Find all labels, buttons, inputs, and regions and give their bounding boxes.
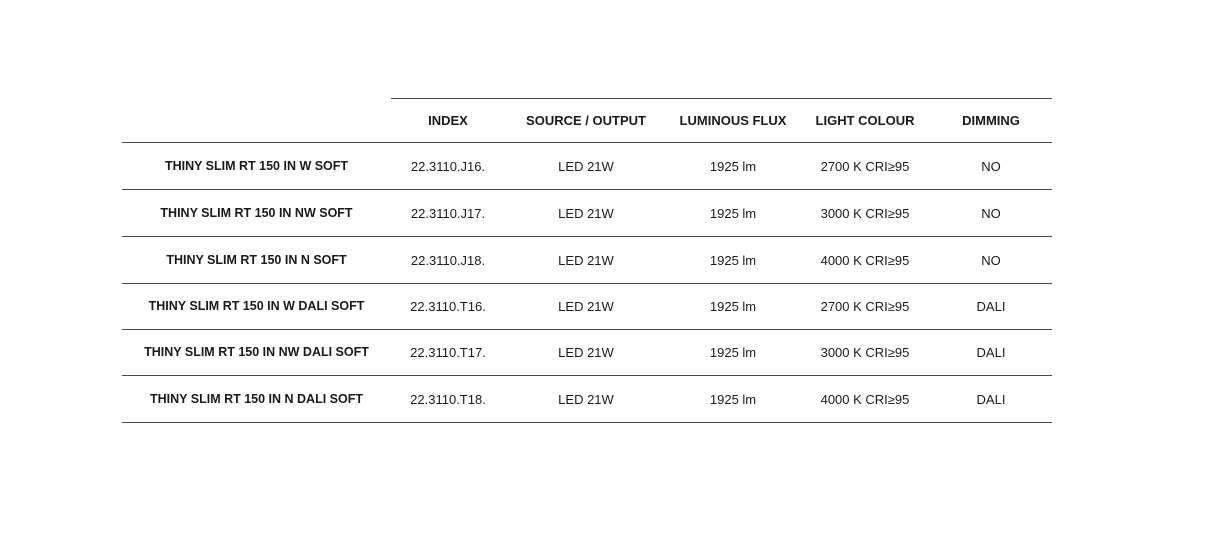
product-index: 22.3110.T17. [410,344,486,360]
table-row [122,329,1052,376]
product-source-output: LED 21W [558,391,614,407]
product-index: 22.3110.J17. [410,205,486,221]
table-row [122,190,1052,237]
header-dimming: DIMMING [962,113,1020,128]
product-source-output: LED 21W [558,158,614,174]
product-name: THINY SLIM RT 150 IN W SOFT [164,159,349,173]
product-source-output: LED 21W [558,252,614,268]
product-dimming: DALI [976,298,1006,314]
product-name: THINY SLIM RT 150 IN W DALI SOFT [148,299,365,313]
header-index: INDEX [428,113,468,128]
table-row [122,283,1052,330]
product-light-colour: 3000 K CRI≥95 [820,205,910,221]
table-header-row [122,99,1052,143]
product-luminous-flux: 1925 lm [709,252,757,268]
product-dimming: NO [981,205,1001,221]
table-row [122,143,1052,190]
header-luminous-flux: LUMINOUS FLUX [679,113,787,128]
product-luminous-flux: 1925 lm [709,298,757,314]
product-luminous-flux: 1925 lm [709,205,757,221]
product-index: 22.3110.J18. [410,252,486,268]
header-source-output: SOURCE / OUTPUT [526,113,646,128]
product-index: 22.3110.T16. [410,298,486,314]
product-index: 22.3110.J16. [410,158,486,174]
product-index: 22.3110.T18. [410,391,486,407]
product-dimming: DALI [976,391,1006,407]
product-luminous-flux: 1925 lm [709,391,757,407]
product-source-output: LED 21W [558,344,614,360]
product-source-output: LED 21W [558,205,614,221]
product-luminous-flux: 1925 lm [709,344,757,360]
product-dimming: DALI [976,344,1006,360]
product-dimming: NO [981,158,1001,174]
product-dimming: NO [981,252,1001,268]
product-luminous-flux: 1925 lm [709,158,757,174]
product-name: THINY SLIM RT 150 IN N SOFT [166,253,347,267]
product-name: THINY SLIM RT 150 IN NW SOFT [160,206,353,220]
product-source-output: LED 21W [558,298,614,314]
header-name [122,99,391,142]
table-row [122,237,1052,284]
table-row [122,376,1052,423]
product-light-colour: 3000 K CRI≥95 [820,344,910,360]
product-light-colour: 2700 K CRI≥95 [820,158,910,174]
product-light-colour: 4000 K CRI≥95 [820,252,910,268]
product-name: THINY SLIM RT 150 IN NW DALI SOFT [144,345,369,359]
product-name: THINY SLIM RT 150 IN N DALI SOFT [150,392,363,406]
header-light-colour: LIGHT COLOUR [815,113,915,128]
product-light-colour: 4000 K CRI≥95 [820,391,910,407]
product-light-colour: 2700 K CRI≥95 [820,298,910,314]
